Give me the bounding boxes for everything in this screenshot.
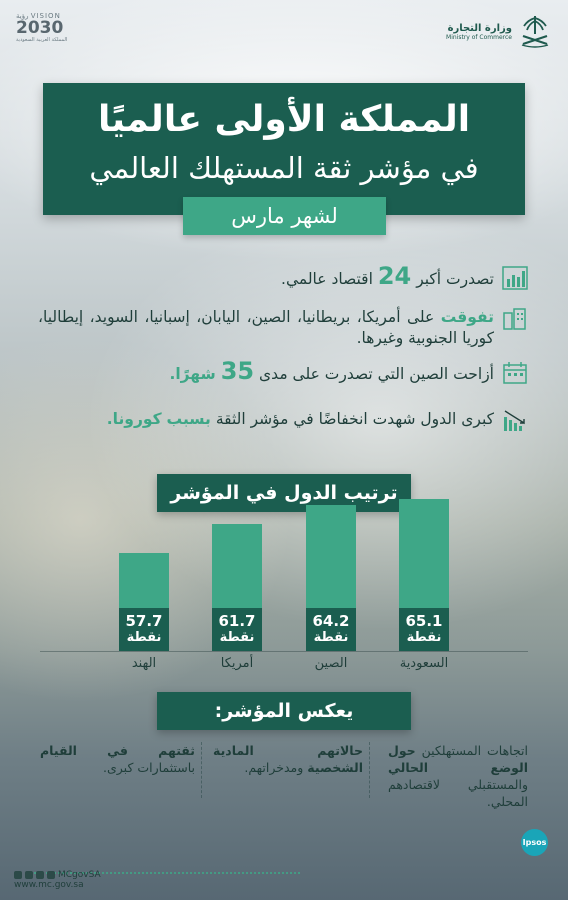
ministry-logo xyxy=(446,14,552,50)
bullet-text-2 xyxy=(38,307,494,349)
reflects-column-3 xyxy=(40,742,195,776)
chart-bar xyxy=(306,505,356,651)
column-divider xyxy=(201,742,202,798)
bullet-item-2 xyxy=(38,307,528,349)
bar-category-label: الصين xyxy=(314,656,348,671)
buildings-icon xyxy=(502,307,528,331)
chart-bar xyxy=(119,553,169,651)
col1-post: والمستقبلي لاقتصادهم المحلي. xyxy=(388,777,528,809)
bar-value: 65.1 xyxy=(405,612,443,630)
social-handle[interactable]: MCgovSA xyxy=(58,870,101,880)
col1-pre: اتجاهات المستهلكين xyxy=(421,743,528,758)
bullet-item-1 xyxy=(38,262,528,290)
bar-value: 64.2 xyxy=(312,612,350,630)
column-divider xyxy=(369,742,370,798)
calendar-icon xyxy=(502,361,528,385)
bullet-4-pre: كبرى الدول شهدت انخفاضًا في مؤشر الثقة xyxy=(215,410,494,428)
declining-chart-icon xyxy=(502,409,528,433)
bullet-2-highlight: تفوقت xyxy=(440,308,494,326)
bar-category-label: أمريكا xyxy=(220,656,254,671)
ministry-name-ar: وزارة التجارة xyxy=(447,23,512,34)
col2-bold: حالاتهم المادية الشخصية xyxy=(213,743,363,775)
bullet-3-pre: أزاحت الصين التي تصدرت على مدى xyxy=(259,365,494,383)
col3-post: باستثمارات كبرى. xyxy=(103,760,195,775)
chart-bar xyxy=(212,524,262,651)
youtube-icon[interactable] xyxy=(47,871,55,879)
month-badge: لشهر مارس xyxy=(183,197,386,235)
bullet-4-highlight: بسبب xyxy=(166,410,211,428)
bar-category-label: الهند xyxy=(131,656,157,671)
bullet-item-3 xyxy=(38,357,528,385)
bar-value-label xyxy=(306,608,356,651)
bullet-1-post: اقتصاد عالمي. xyxy=(281,270,373,288)
bullet-2-post: على أمريكا، بريطانيا، الصين، اليابان، إسبانيا، السويد، إيطاليا، كوريا الجنوبية وغيرها. xyxy=(38,308,494,347)
ranking-heading: ترتيب الدول في المؤشر xyxy=(157,474,411,512)
bar-value: 61.7 xyxy=(218,612,256,630)
col1-bold: حول الوضع الحالي xyxy=(388,743,528,775)
bullet-text-3 xyxy=(169,357,494,385)
bar-value-label xyxy=(399,608,449,651)
reflects-column-2 xyxy=(213,742,363,776)
title-line-1: المملكة الأولى عالميًا xyxy=(97,99,471,140)
bar-unit: نقطة xyxy=(406,630,442,645)
bar-unit: نقطة xyxy=(126,630,162,645)
bullet-1-pre: تصدرت أكبر xyxy=(416,270,494,288)
vision-sub-label: المملكة العربية السعودية xyxy=(16,37,68,43)
bullet-text-4 xyxy=(107,409,494,430)
facebook-icon[interactable] xyxy=(36,871,44,879)
title-banner xyxy=(43,83,525,215)
social-links[interactable] xyxy=(14,870,101,880)
bar-unit: نقطة xyxy=(219,630,255,645)
instagram-icon[interactable] xyxy=(25,871,33,879)
bar-unit: نقطة xyxy=(313,630,349,645)
reflects-column-1 xyxy=(388,742,528,810)
palm-swords-emblem-icon xyxy=(518,14,552,50)
bullet-item-4 xyxy=(38,409,528,433)
bar-chart-icon xyxy=(502,266,528,290)
bullet-3-highlight: 35 xyxy=(220,357,255,385)
title-line-2: في مؤشر ثقة المستهلك العالمي xyxy=(89,151,479,185)
bar-value-label xyxy=(212,608,262,651)
col3-bold: ثقتهم في القيام xyxy=(40,743,195,758)
chart-bar xyxy=(399,499,449,651)
bullet-text-1 xyxy=(281,262,494,290)
bar-value-label xyxy=(119,608,169,651)
website-link[interactable]: www.mc.gov.sa xyxy=(14,880,84,890)
twitter-icon[interactable] xyxy=(14,871,22,879)
vision-2030-logo xyxy=(16,12,67,43)
bar-value: 57.7 xyxy=(125,612,163,630)
bullet-1-highlight: 24 xyxy=(377,262,412,290)
ministry-name-en: Ministry of Commerce xyxy=(446,34,512,41)
bullet-4-post: كورونا. xyxy=(106,410,162,428)
col2-post: ومدخراتهم. xyxy=(244,760,304,775)
ipsos-logo: Ipsos xyxy=(521,829,548,856)
vision-number: 2030 xyxy=(16,18,64,38)
vision-top-label: رؤية VISION xyxy=(16,12,61,20)
reflects-heading: يعكس المؤشر: xyxy=(157,692,411,730)
bullet-3-post: شهرًا. xyxy=(169,365,216,383)
bar-category-label: السعودية xyxy=(399,656,449,671)
chart-baseline xyxy=(40,651,528,652)
footer xyxy=(14,870,101,890)
